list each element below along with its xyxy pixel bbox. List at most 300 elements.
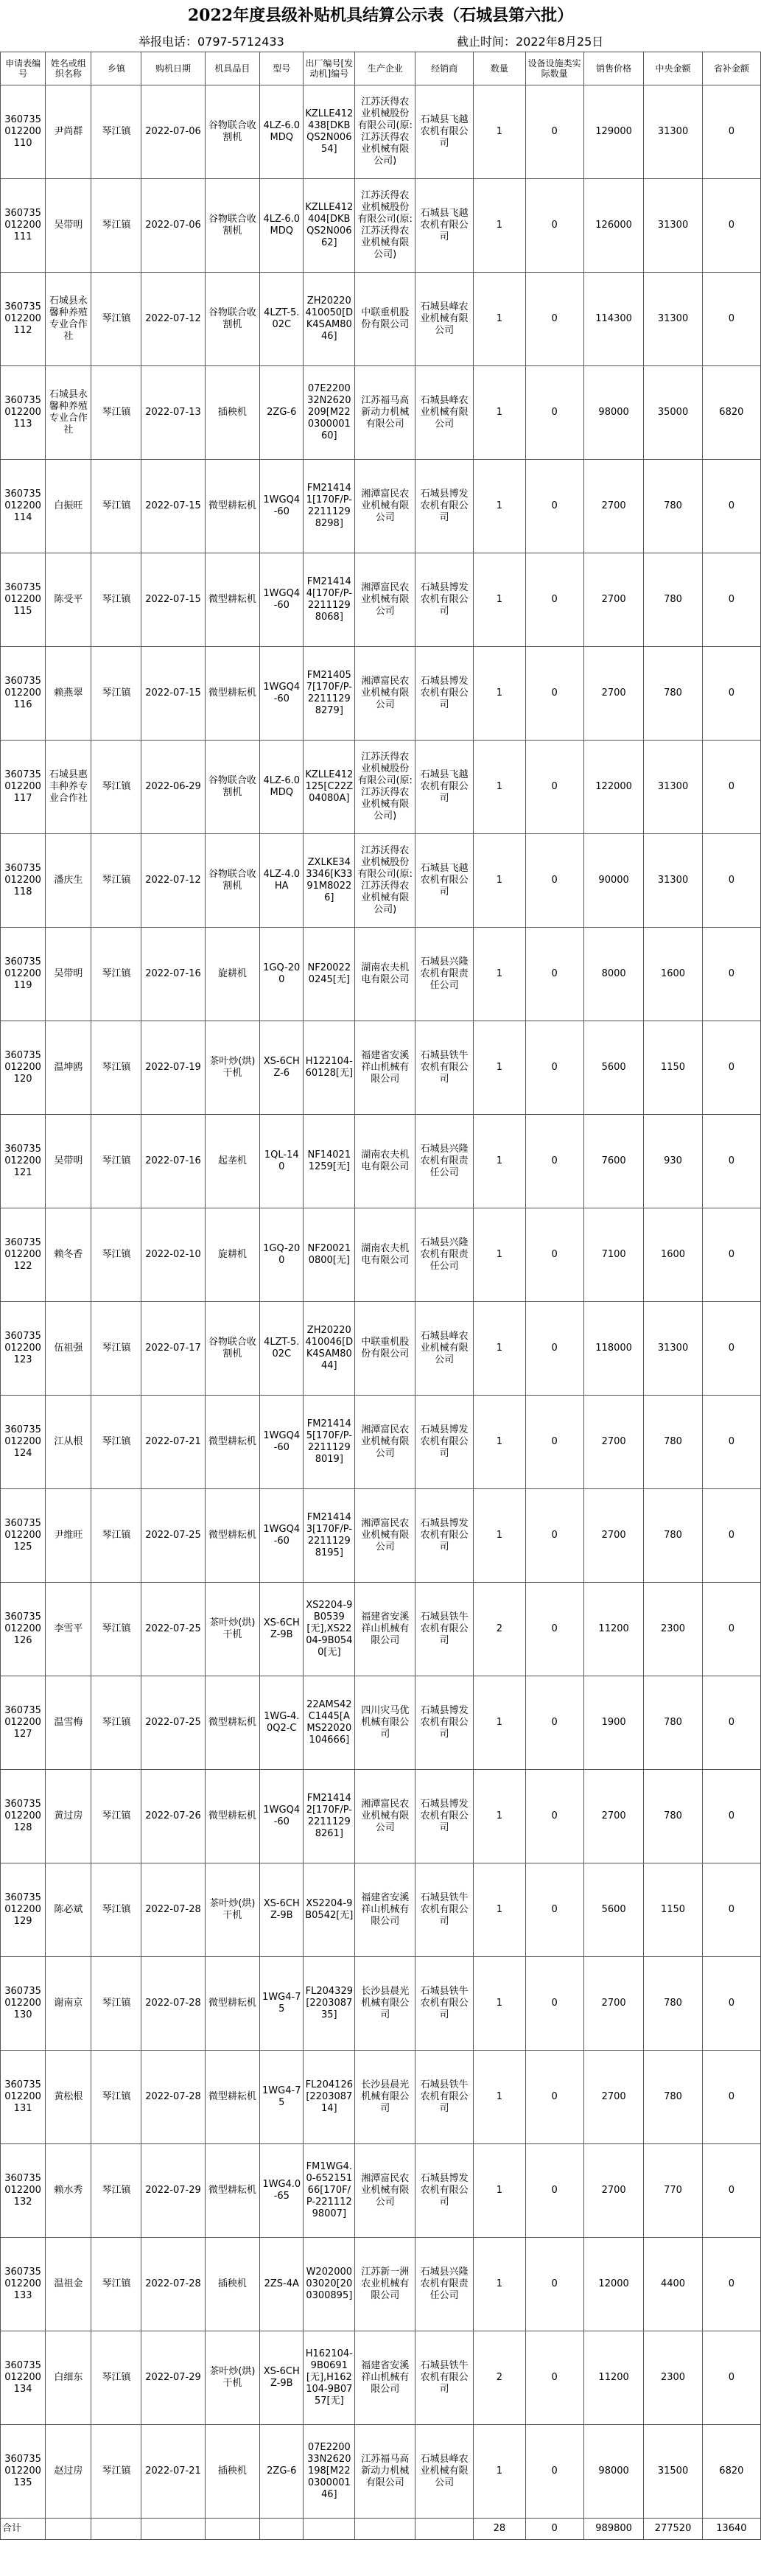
sale-price-cell: 2700 — [583, 553, 644, 647]
machine-category-cell: 茶叶炒(烘)干机 — [205, 1863, 260, 1957]
dealer-cell: 石城县博发农机有限公司 — [415, 2144, 474, 2238]
purchase-date-cell: 2022-07-29 — [141, 2331, 205, 2425]
cutoff-date-text: 截止时间：2022年8月25日 — [457, 35, 604, 49]
machine-category-cell: 微型耕耘机 — [205, 553, 260, 647]
facility-quantity-cell: 0 — [525, 1021, 583, 1115]
manufacturer-cell: 湘潭富民农业机械有限公司 — [355, 1770, 415, 1863]
machine-category-cell: 微型耕耘机 — [205, 1489, 260, 1583]
model-cell: 1WG4.0-65 — [260, 2144, 304, 2238]
sale-price-cell: 126000 — [583, 179, 644, 273]
machine-category-cell: 谷物联合收割机 — [205, 741, 260, 834]
factory-number-cell: NF200210800[无] — [304, 1208, 355, 1302]
machine-category-cell: 插秧机 — [205, 2425, 260, 2519]
purchase-date-cell: 2022-07-16 — [141, 1115, 205, 1208]
facility-quantity-cell: 0 — [525, 460, 583, 553]
central-amount-cell: 31300 — [644, 179, 702, 273]
sale-price-cell: 2700 — [583, 460, 644, 553]
application-id-cell: 360735012200114 — [1, 460, 46, 553]
township-cell: 琴江镇 — [91, 1957, 141, 2051]
central-amount-cell: 930 — [644, 1115, 702, 1208]
table-row — [1, 647, 761, 741]
manufacturer-cell: 四川灾马优机械有限公司 — [355, 1676, 415, 1770]
table-row — [1, 1770, 761, 1863]
model-cell: 1WG4-75 — [260, 1957, 304, 2051]
provincial-amount-cell: 0 — [702, 1302, 760, 1396]
township-cell: 琴江镇 — [91, 834, 141, 928]
sale-price-cell: 90000 — [583, 834, 644, 928]
quantity-cell: 1 — [474, 1396, 525, 1489]
quantity-cell: 1 — [474, 553, 525, 647]
manufacturer-cell: 湘潭富民农业机械有限公司 — [355, 2144, 415, 2238]
purchase-date-cell: 2022-07-28 — [141, 1863, 205, 1957]
applicant-name-cell: 温坤鸥 — [46, 1021, 91, 1115]
model-cell: 2ZS-4A — [260, 2238, 304, 2331]
applicant-name-cell: 吴带明 — [46, 928, 91, 1021]
manufacturer-cell: 江苏沃得农业机械股份有限公司(原:江苏沃得农业机械有限公司) — [355, 741, 415, 834]
factory-number-cell: NF200220245[无] — [304, 928, 355, 1021]
applicant-name-cell: 白振旺 — [46, 460, 91, 553]
provincial-amount-cell: 0 — [702, 2331, 760, 2425]
manufacturer-cell: 中联重机股份有限公司 — [355, 273, 415, 366]
table-row — [1, 179, 761, 273]
table-row — [1, 366, 761, 460]
dealer-cell: 石城县博发农机有限公司 — [415, 647, 474, 741]
central-amount-cell: 1600 — [644, 1208, 702, 1302]
quantity-cell: 1 — [474, 1021, 525, 1115]
manufacturer-cell: 湘潭富民农业机械有限公司 — [355, 647, 415, 741]
model-cell: 1WG-4.0Q2-C — [260, 1676, 304, 1770]
quantity-cell: 1 — [474, 179, 525, 273]
dealer-cell: 石城县铁牛农机有限公司 — [415, 1957, 474, 2051]
header-cell: 设备设施类实际数量 — [525, 52, 583, 85]
quantity-cell: 1 — [474, 2425, 525, 2519]
quantity-cell: 1 — [474, 1676, 525, 1770]
application-id-cell: 360735012200117 — [1, 741, 46, 834]
quantity-cell: 1 — [474, 1208, 525, 1302]
model-cell: 4LZ-6.0MDQ — [260, 179, 304, 273]
dealer-cell: 石城县飞越农机有限公司 — [415, 741, 474, 834]
applicant-name-cell: 黄过房 — [46, 1770, 91, 1863]
provincial-amount-cell: 0 — [702, 1770, 760, 1863]
applicant-name-cell: 石城县永馨种养殖专业合作社 — [46, 366, 91, 460]
purchase-date-cell: 2022-07-25 — [141, 1583, 205, 1676]
machine-category-cell: 谷物联合收割机 — [205, 1302, 260, 1396]
dealer-cell: 石城县兴隆农机有限责任公司 — [415, 1208, 474, 1302]
machine-category-cell: 谷物联合收割机 — [205, 85, 260, 179]
factory-number-cell: FM214145[170F/P-22111298019] — [304, 1396, 355, 1489]
sale-price-cell: 12000 — [583, 2238, 644, 2331]
sale-price-cell: 11200 — [583, 2331, 644, 2425]
facility-quantity-cell: 0 — [525, 2425, 583, 2519]
machine-category-cell: 旋耕机 — [205, 928, 260, 1021]
purchase-date-cell: 2022-07-29 — [141, 2144, 205, 2238]
application-id-cell: 360735012200125 — [1, 1489, 46, 1583]
sale-price-cell: 118000 — [583, 1302, 644, 1396]
central-amount-cell: 770 — [644, 2144, 702, 2238]
central-amount-cell: 1150 — [644, 1021, 702, 1115]
sale-price-cell: 2700 — [583, 2051, 644, 2144]
central-amount-cell: 31300 — [644, 273, 702, 366]
manufacturer-cell: 江苏沃得农业机械股份有限公司(原:江苏沃得农业机械有限公司) — [355, 834, 415, 928]
header-cell: 中央金额 — [644, 52, 702, 85]
applicant-name-cell: 陈必斌 — [46, 1863, 91, 1957]
hotline-text: 举报电话：0797-5712433 — [138, 35, 284, 49]
central-amount-cell: 2300 — [644, 1583, 702, 1676]
purchase-date-cell: 2022-06-29 — [141, 741, 205, 834]
model-cell: 2ZG-6 — [260, 2425, 304, 2519]
provincial-amount-cell: 0 — [702, 273, 760, 366]
sale-price-cell: 5600 — [583, 1021, 644, 1115]
application-id-cell: 360735012200121 — [1, 1115, 46, 1208]
quantity-cell: 1 — [474, 1489, 525, 1583]
provincial-amount-cell: 0 — [702, 1676, 760, 1770]
application-id-cell: 360735012200113 — [1, 366, 46, 460]
header-cell: 乡镇 — [91, 52, 141, 85]
model-cell: 1WGQ4-60 — [260, 1489, 304, 1583]
central-amount-cell: 780 — [644, 553, 702, 647]
table-row — [1, 2051, 761, 2144]
model-cell: 1WGQ4-60 — [260, 1770, 304, 1863]
township-cell: 琴江镇 — [91, 928, 141, 1021]
applicant-name-cell: 陈受平 — [46, 553, 91, 647]
facility-quantity-cell: 0 — [525, 1489, 583, 1583]
facility-quantity-cell: 0 — [525, 366, 583, 460]
provincial-amount-cell: 0 — [702, 741, 760, 834]
machine-category-cell: 茶叶炒(烘)干机 — [205, 1021, 260, 1115]
machine-category-cell: 微型耕耘机 — [205, 2144, 260, 2238]
provincial-amount-cell: 0 — [702, 1583, 760, 1676]
quantity-cell: 1 — [474, 647, 525, 741]
quantity-cell: 1 — [474, 1770, 525, 1863]
table-row — [1, 1208, 761, 1302]
info-line — [0, 31, 761, 50]
applicant-name-cell: 赖燕翠 — [46, 647, 91, 741]
provincial-amount-cell: 6820 — [702, 2425, 760, 2519]
applicant-name-cell: 吴带明 — [46, 179, 91, 273]
machine-category-cell: 谷物联合收割机 — [205, 273, 260, 366]
machine-category-cell: 茶叶炒(烘)干机 — [205, 2331, 260, 2425]
facility-quantity-cell: 0 — [525, 1396, 583, 1489]
township-cell: 琴江镇 — [91, 2425, 141, 2519]
applicant-name-cell: 黄松根 — [46, 2051, 91, 2144]
model-cell: 1GQ-200 — [260, 928, 304, 1021]
header-cell: 型号 — [260, 52, 304, 85]
factory-number-cell: W20200003020[200300895] — [304, 2238, 355, 2331]
table-row — [1, 1676, 761, 1770]
facility-quantity-cell: 0 — [525, 1770, 583, 1863]
machine-category-cell: 谷物联合收割机 — [205, 179, 260, 273]
quantity-cell: 1 — [474, 2144, 525, 2238]
central-amount-cell: 4400 — [644, 2238, 702, 2331]
model-cell: 4LZT-5.02C — [260, 273, 304, 366]
central-amount-cell: 1150 — [644, 1863, 702, 1957]
factory-number-cell: KZLLE412125[C22Z04080A] — [304, 741, 355, 834]
table-row — [1, 2238, 761, 2331]
sale-price-cell: 2700 — [583, 1770, 644, 1863]
model-cell: 1WGQ4-60 — [260, 553, 304, 647]
purchase-date-cell: 2022-07-19 — [141, 1021, 205, 1115]
township-cell: 琴江镇 — [91, 1770, 141, 1863]
applicant-name-cell: 潘庆生 — [46, 834, 91, 928]
manufacturer-cell: 湘潭富民农业机械有限公司 — [355, 1396, 415, 1489]
application-id-cell: 360735012200118 — [1, 834, 46, 928]
sale-price-cell: 98000 — [583, 2425, 644, 2519]
factory-number-cell: H122104-60128[无] — [304, 1021, 355, 1115]
township-cell: 琴江镇 — [91, 741, 141, 834]
applicant-name-cell: 赖水秀 — [46, 2144, 91, 2238]
document-title: 2022年度县级补贴机具结算公示表（石城县第六批） — [187, 6, 574, 25]
model-cell: 1WGQ4-60 — [260, 460, 304, 553]
applicant-name-cell: 李雪平 — [46, 1583, 91, 1676]
machine-category-cell: 谷物联合收割机 — [205, 834, 260, 928]
township-cell: 琴江镇 — [91, 1489, 141, 1583]
sale-price-cell: 114300 — [583, 273, 644, 366]
applicant-name-cell: 石城县永馨种养殖专业合作社 — [46, 273, 91, 366]
quantity-cell: 1 — [474, 366, 525, 460]
township-cell: 琴江镇 — [91, 1208, 141, 1302]
application-id-cell: 360735012200116 — [1, 647, 46, 741]
central-amount-cell: 31500 — [644, 2425, 702, 2519]
provincial-amount-cell: 0 — [702, 2051, 760, 2144]
purchase-date-cell: 2022-07-25 — [141, 1676, 205, 1770]
machine-category-cell: 旋耕机 — [205, 1208, 260, 1302]
dealer-cell: 石城县兴隆农机有限责任公司 — [415, 2238, 474, 2331]
manufacturer-cell: 湘潭富民农业机械有限公司 — [355, 1489, 415, 1583]
application-id-cell: 360735012200111 — [1, 179, 46, 273]
table-row — [1, 1396, 761, 1489]
quantity-cell: 1 — [474, 1863, 525, 1957]
factory-number-cell: 07E220032N2620209[M22030000160] — [304, 366, 355, 460]
total-provincial: 13640 — [702, 2519, 760, 2540]
machine-category-cell: 起垄机 — [205, 1115, 260, 1208]
facility-quantity-cell: 0 — [525, 179, 583, 273]
central-amount-cell: 31300 — [644, 85, 702, 179]
application-id-cell: 360735012200128 — [1, 1770, 46, 1863]
application-id-cell: 360735012200120 — [1, 1021, 46, 1115]
purchase-date-cell: 2022-07-15 — [141, 553, 205, 647]
header-cell: 出厂编号[发动机]编号 — [304, 52, 355, 85]
manufacturer-cell: 福建省安溪祥山机械有限公司 — [355, 1863, 415, 1957]
facility-quantity-cell: 0 — [525, 928, 583, 1021]
applicant-name-cell: 江从根 — [46, 1396, 91, 1489]
model-cell: 2ZG-6 — [260, 366, 304, 460]
manufacturer-cell: 中联重机股份有限公司 — [355, 1302, 415, 1396]
applicant-name-cell: 伍祖强 — [46, 1302, 91, 1396]
dealer-cell: 石城县铁牛农机有限公司 — [415, 2051, 474, 2144]
facility-quantity-cell: 0 — [525, 2238, 583, 2331]
sale-price-cell: 7600 — [583, 1115, 644, 1208]
application-id-cell: 360735012200119 — [1, 928, 46, 1021]
header-cell: 销售价格 — [583, 52, 644, 85]
central-amount-cell: 780 — [644, 2051, 702, 2144]
facility-quantity-cell: 0 — [525, 273, 583, 366]
purchase-date-cell: 2022-07-28 — [141, 2238, 205, 2331]
dealer-cell: 石城县兴隆农机有限责任公司 — [415, 1115, 474, 1208]
township-cell: 琴江镇 — [91, 1115, 141, 1208]
total-label: 合计 — [1, 2519, 46, 2540]
header-cell: 省补金额 — [702, 52, 760, 85]
application-id-cell: 360735012200127 — [1, 1676, 46, 1770]
central-amount-cell: 780 — [644, 1396, 702, 1489]
manufacturer-cell: 湘潭富民农业机械有限公司 — [355, 460, 415, 553]
factory-number-cell: KZLLE412438[DKBQS2N00654] — [304, 85, 355, 179]
model-cell: 1WG4-75 — [260, 2051, 304, 2144]
sale-price-cell: 98000 — [583, 366, 644, 460]
header-cell: 数量 — [474, 52, 525, 85]
provincial-amount-cell: 0 — [702, 1208, 760, 1302]
applicant-name-cell: 谢南京 — [46, 1957, 91, 2051]
quantity-cell: 1 — [474, 1302, 525, 1396]
model-cell: 4LZT-5.02C — [260, 1302, 304, 1396]
purchase-date-cell: 2022-07-15 — [141, 647, 205, 741]
factory-number-cell: XS2204-9B0542[无] — [304, 1863, 355, 1957]
purchase-date-cell: 2022-07-06 — [141, 179, 205, 273]
purchase-date-cell: 2022-02-10 — [141, 1208, 205, 1302]
facility-quantity-cell: 0 — [525, 834, 583, 928]
machine-category-cell: 微型耕耘机 — [205, 1676, 260, 1770]
applicant-name-cell: 石城县惠丰种养专业合作社 — [46, 741, 91, 834]
model-cell: 4LZ-4.0HA — [260, 834, 304, 928]
manufacturer-cell: 江苏福马高新动力机械有限公司 — [355, 2425, 415, 2519]
table-row — [1, 928, 761, 1021]
facility-quantity-cell: 0 — [525, 553, 583, 647]
manufacturer-cell: 湖南农夫机电有限公司 — [355, 1115, 415, 1208]
header-cell: 购机日期 — [141, 52, 205, 85]
purchase-date-cell: 2022-07-21 — [141, 2425, 205, 2519]
table-row — [1, 85, 761, 179]
provincial-amount-cell: 0 — [702, 1396, 760, 1489]
table-row — [1, 1115, 761, 1208]
quantity-cell: 1 — [474, 834, 525, 928]
machine-category-cell: 微型耕耘机 — [205, 1770, 260, 1863]
quantity-cell: 1 — [474, 1957, 525, 2051]
provincial-amount-cell: 0 — [702, 85, 760, 179]
township-cell: 琴江镇 — [91, 366, 141, 460]
dealer-cell: 石城县博发农机有限公司 — [415, 1396, 474, 1489]
model-cell: XS-6CHZ-6 — [260, 1021, 304, 1115]
factory-number-cell: ZH20220410050[DK4SAM8046] — [304, 273, 355, 366]
manufacturer-cell: 福建省安溪祥山机械有限公司 — [355, 1021, 415, 1115]
applicant-name-cell: 温祖金 — [46, 2238, 91, 2331]
central-amount-cell: 31300 — [644, 1302, 702, 1396]
central-amount-cell: 780 — [644, 1770, 702, 1863]
application-id-cell: 360735012200132 — [1, 2144, 46, 2238]
factory-number-cell: FM214144[170F/P-22111298068] — [304, 553, 355, 647]
township-cell: 琴江镇 — [91, 85, 141, 179]
quantity-cell: 1 — [474, 1115, 525, 1208]
quantity-cell: 2 — [474, 2331, 525, 2425]
application-id-cell: 360735012200129 — [1, 1863, 46, 1957]
machine-category-cell: 微型耕耘机 — [205, 2051, 260, 2144]
machine-category-cell: 茶叶炒(烘)干机 — [205, 1583, 260, 1676]
township-cell: 琴江镇 — [91, 1021, 141, 1115]
sale-price-cell: 8000 — [583, 928, 644, 1021]
provincial-amount-cell: 0 — [702, 2238, 760, 2331]
dealer-cell: 石城县铁牛农机有限公司 — [415, 2331, 474, 2425]
factory-number-cell: NF140211259[无] — [304, 1115, 355, 1208]
provincial-amount-cell: 0 — [702, 1489, 760, 1583]
facility-quantity-cell: 0 — [525, 741, 583, 834]
model-cell: XS-6CHZ-9B — [260, 1583, 304, 1676]
manufacturer-cell: 福建省安溪祥山机械有限公司 — [355, 2331, 415, 2425]
quantity-cell: 1 — [474, 85, 525, 179]
applicant-name-cell: 吴带明 — [46, 1115, 91, 1208]
table-row — [1, 460, 761, 553]
purchase-date-cell: 2022-07-17 — [141, 1302, 205, 1396]
model-cell: 1QL-140 — [260, 1115, 304, 1208]
header-cell: 申请表编号 — [1, 52, 46, 85]
applicant-name-cell: 尹尚群 — [46, 85, 91, 179]
table-row — [1, 741, 761, 834]
township-cell: 琴江镇 — [91, 2144, 141, 2238]
township-cell: 琴江镇 — [91, 179, 141, 273]
header-cell: 机具品目 — [205, 52, 260, 85]
machine-category-cell: 微型耕耘机 — [205, 647, 260, 741]
applicant-name-cell: 尹维旺 — [46, 1489, 91, 1583]
provincial-amount-cell: 0 — [702, 834, 760, 928]
provincial-amount-cell: 0 — [702, 647, 760, 741]
table-row — [1, 1302, 761, 1396]
table-row — [1, 2331, 761, 2425]
table-row — [1, 834, 761, 928]
applicant-name-cell: 赖冬香 — [46, 1208, 91, 1302]
facility-quantity-cell: 0 — [525, 2331, 583, 2425]
township-cell: 琴江镇 — [91, 553, 141, 647]
facility-quantity-cell: 0 — [525, 2051, 583, 2144]
applicant-name-cell: 温雪梅 — [46, 1676, 91, 1770]
provincial-amount-cell: 0 — [702, 2144, 760, 2238]
manufacturer-cell: 湖南农夫机电有限公司 — [355, 928, 415, 1021]
purchase-date-cell: 2022-07-26 — [141, 1770, 205, 1863]
table-row — [1, 2144, 761, 2238]
settlement-table — [0, 52, 761, 2540]
central-amount-cell: 780 — [644, 1676, 702, 1770]
application-id-cell: 360735012200124 — [1, 1396, 46, 1489]
manufacturer-cell: 长沙县晨光机械有限公司 — [355, 2051, 415, 2144]
facility-quantity-cell: 0 — [525, 1863, 583, 1957]
facility-quantity-cell: 0 — [525, 1957, 583, 2051]
purchase-date-cell: 2022-07-21 — [141, 1396, 205, 1489]
total-central: 277520 — [644, 2519, 702, 2540]
purchase-date-cell: 2022-07-06 — [141, 85, 205, 179]
dealer-cell: 石城县铁牛农机有限公司 — [415, 1583, 474, 1676]
facility-quantity-cell: 0 — [525, 1208, 583, 1302]
sale-price-cell: 2700 — [583, 1489, 644, 1583]
facility-quantity-cell: 0 — [525, 647, 583, 741]
total-facility: 0 — [525, 2519, 583, 2540]
machine-category-cell: 微型耕耘机 — [205, 1957, 260, 2051]
manufacturer-cell: 长沙县晨光机械有限公司 — [355, 1957, 415, 2051]
facility-quantity-cell: 0 — [525, 1583, 583, 1676]
dealer-cell: 石城县飞越农机有限公司 — [415, 834, 474, 928]
sale-price-cell: 122000 — [583, 741, 644, 834]
dealer-cell: 石城县博发农机有限公司 — [415, 1676, 474, 1770]
township-cell: 琴江镇 — [91, 460, 141, 553]
factory-number-cell: FM1WG4.0-65215166[170F/P-22111298007] — [304, 2144, 355, 2238]
factory-number-cell: FL204126[220308714] — [304, 2051, 355, 2144]
total-price: 989800 — [583, 2519, 644, 2540]
township-cell: 琴江镇 — [91, 1583, 141, 1676]
header-cell: 经销商 — [415, 52, 474, 85]
model-cell: 4LZ-6.0MDQ — [260, 741, 304, 834]
applicant-name-cell: 赵过房 — [46, 2425, 91, 2519]
township-cell: 琴江镇 — [91, 1676, 141, 1770]
sale-price-cell: 7100 — [583, 1208, 644, 1302]
factory-number-cell: ZH20220410046[DK4SAM8044] — [304, 1302, 355, 1396]
central-amount-cell: 780 — [644, 647, 702, 741]
provincial-amount-cell: 0 — [702, 1957, 760, 2051]
central-amount-cell: 31300 — [644, 741, 702, 834]
